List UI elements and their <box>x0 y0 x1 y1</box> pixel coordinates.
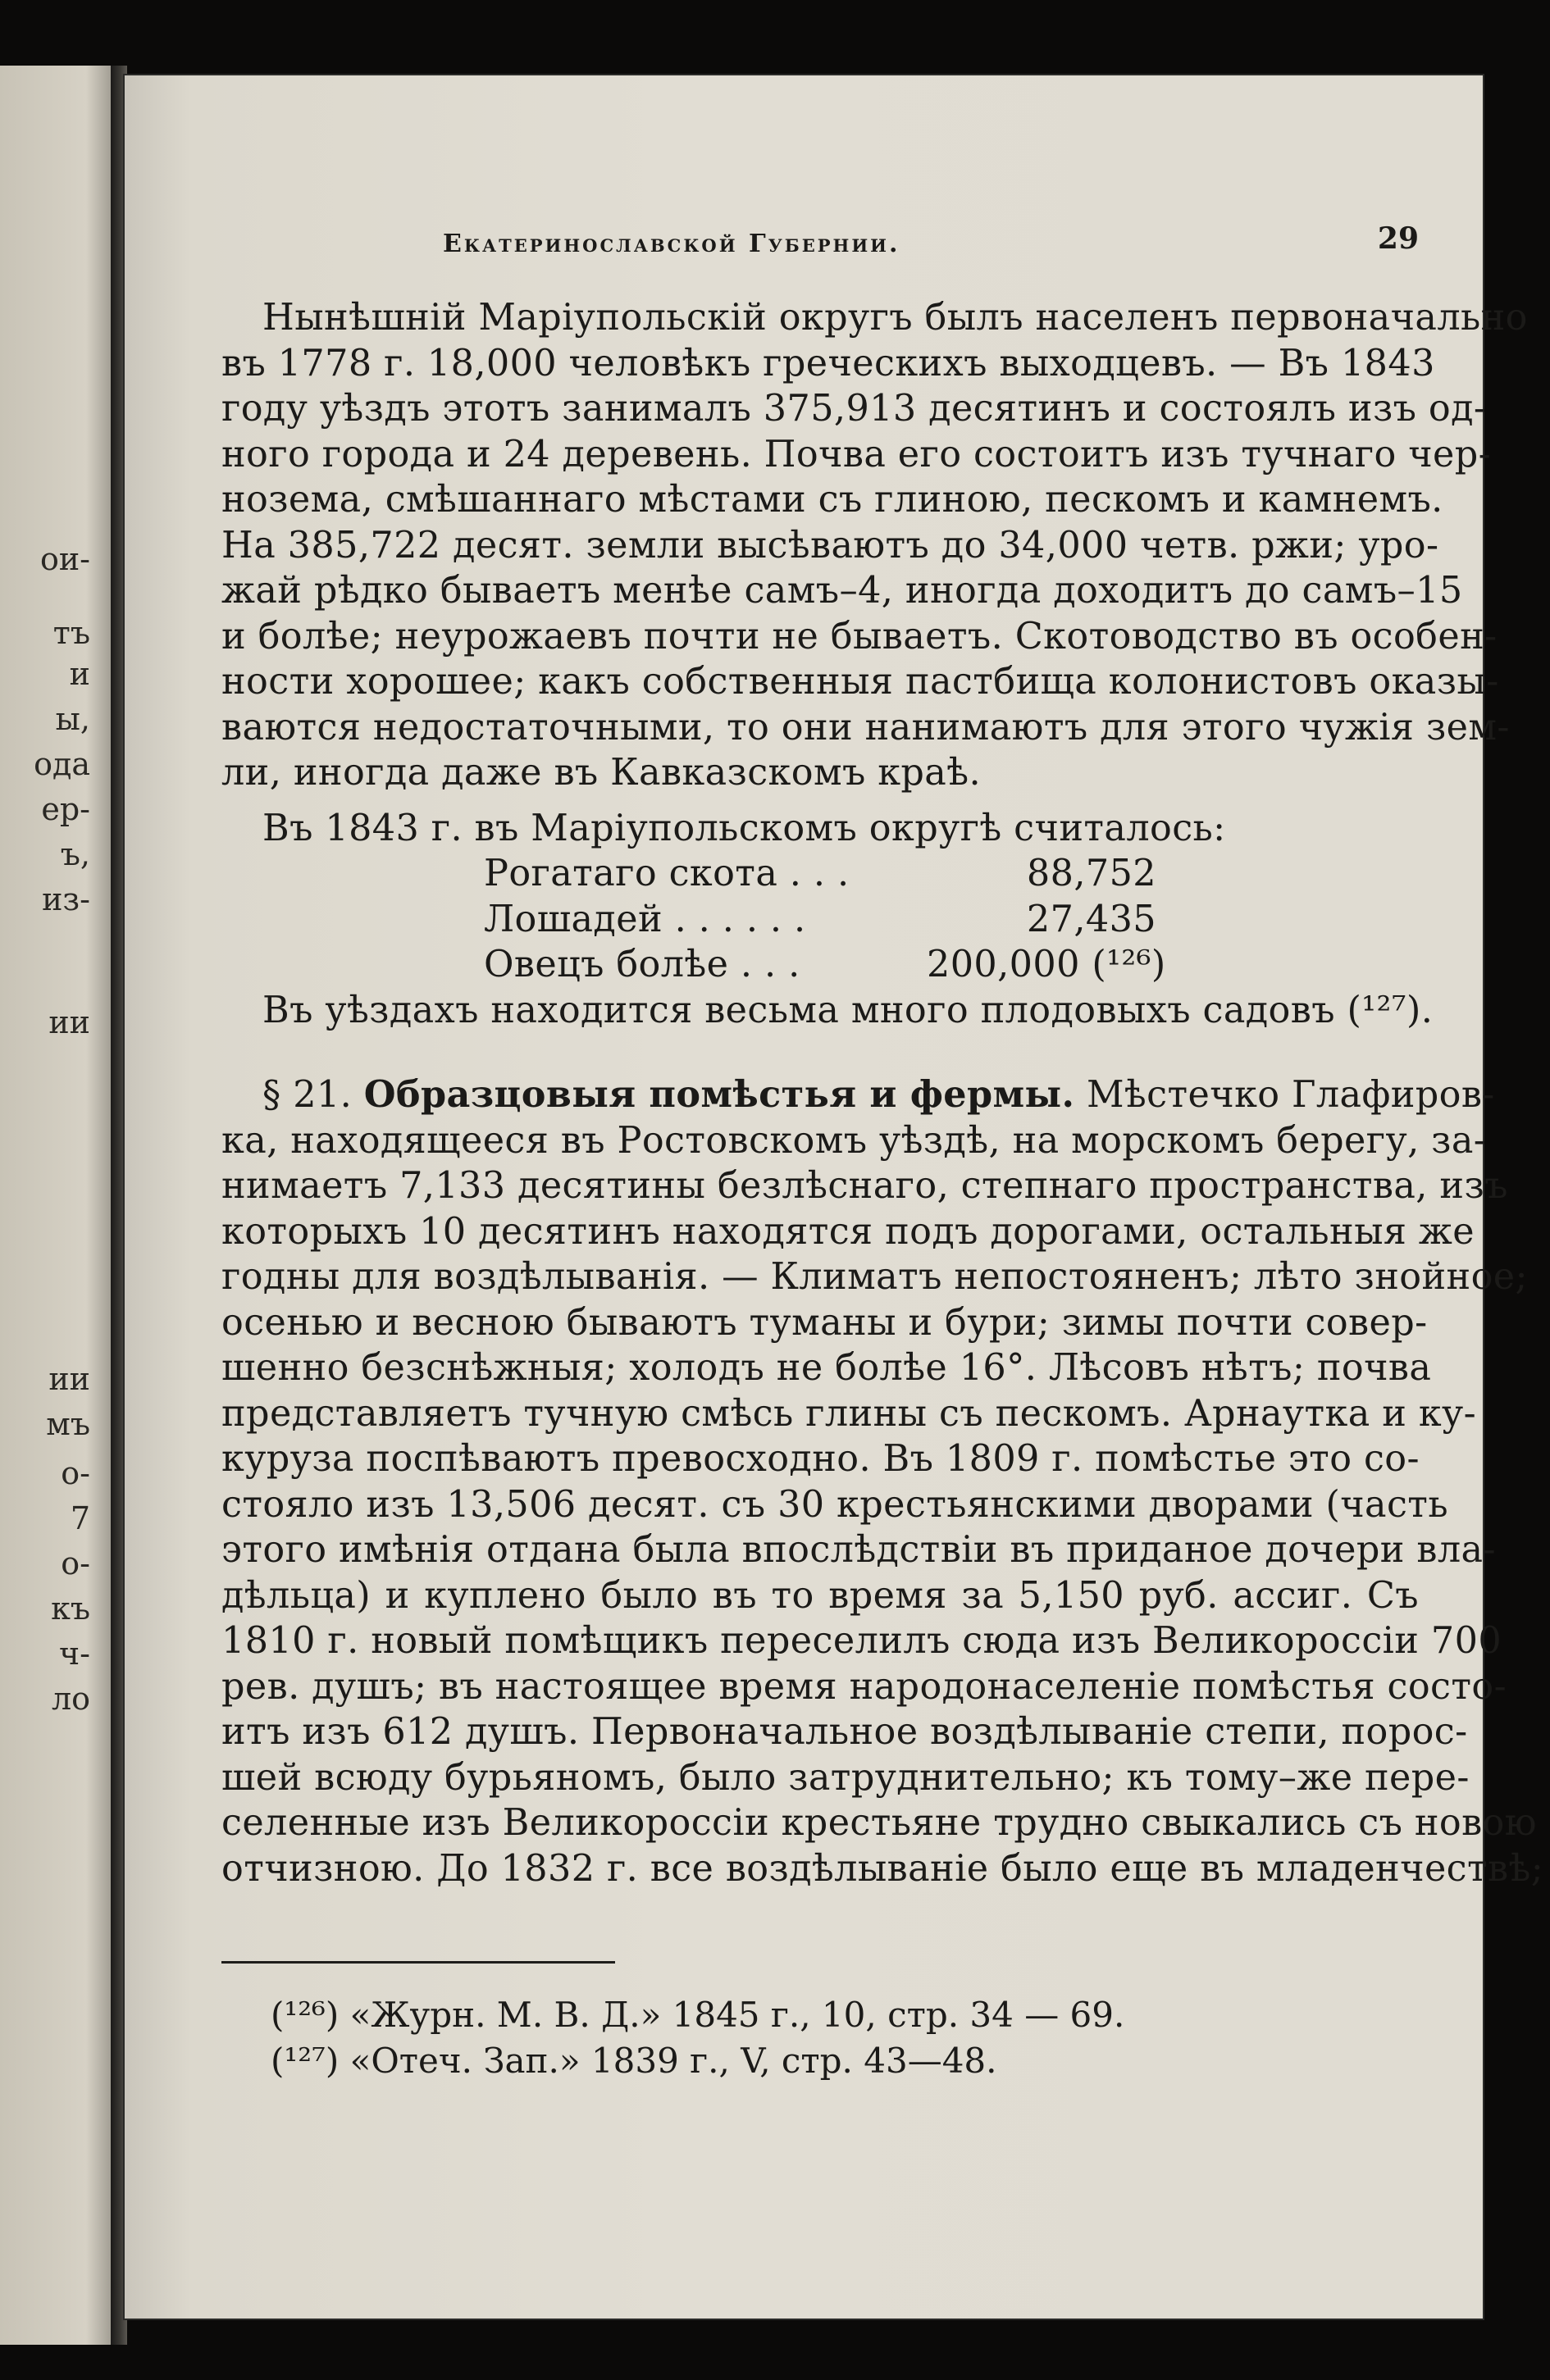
section-21 <box>221 1072 1544 1891</box>
text-line: ваются недостаточными, то они нанимаютъ для этого чужія зем- <box>221 706 1510 749</box>
text-line: итъ изъ 612 душъ. Первоначальное воздѣлываніе степи, порос- <box>221 1711 1468 1753</box>
section-heading-line <box>221 1072 1495 1118</box>
prev-page-fragment: ч- <box>59 1636 90 1672</box>
prev-page-fragment: о- <box>61 1545 90 1581</box>
prev-page-fragment: и <box>69 656 90 692</box>
prev-page-fragment: ии <box>48 1004 90 1040</box>
text-line: шенно безснѣжныя; холодъ не болѣе 16°. Лѣсовъ нѣтъ; почва <box>221 1347 1432 1389</box>
text-line: шей всюду бурьяномъ, было затруднительно; къ тому–же пере- <box>221 1756 1470 1799</box>
stat-row <box>484 942 1166 988</box>
text-line: ка, находящееся въ Ростовскомъ уѣздѣ, на морскомъ берегу, за- <box>221 1119 1487 1162</box>
prev-page-fragment: ои- <box>39 541 90 577</box>
prev-page-fragment: 7 <box>70 1500 90 1536</box>
text-line: отчизною. До 1832 г. все воздѣлываніе было еще въ младенчествѣ; <box>221 1847 1544 1890</box>
stat-row <box>484 897 1156 943</box>
footnote-127: (¹²⁷) «Отеч. Зап.» 1839 г., V, стр. 43—48. <box>271 2041 997 2081</box>
stat-row <box>484 851 1156 897</box>
text-line: стояло изъ 13,506 десят. съ 30 крестьянскими дворами (часть <box>221 1483 1448 1526</box>
stat-label: Овецъ болѣе . . . <box>484 944 800 985</box>
running-head-title: Екатеринославской Губернии. <box>443 230 900 258</box>
text-line: Нынѣшній Маріупольскій округъ былъ населенъ первоначально <box>262 297 1528 339</box>
text-line: этого имѣнія отдана была впослѣдствіи въ приданое дочери вла- <box>221 1529 1496 1571</box>
stat-value: 200,000 (¹²⁶) <box>927 944 1166 985</box>
prev-page-fragment: из- <box>42 881 90 917</box>
prev-page-fragment: ии <box>48 1361 90 1397</box>
text-line: ности хорошее; какъ собственныя пастбища колонистовъ оказы- <box>221 661 1499 703</box>
prev-page-fragment: тъ <box>52 615 90 651</box>
stats-outro: Въ уѣздахъ находится весьма много плодовыхъ садовъ (¹²⁷). <box>262 989 1434 1031</box>
text-line: куруза поспѣваютъ превосходно. Въ 1809 г. помѣстье это со- <box>221 1438 1420 1480</box>
previous-page-edge <box>0 66 123 2345</box>
section-title: Образцовыя помѣстья и фермы. <box>363 1073 1075 1116</box>
prev-page-fragment: о- <box>61 1455 90 1491</box>
text-line: году уѣздъ этотъ занималъ 375,913 десятинъ и состоялъ изъ од- <box>221 388 1487 430</box>
stat-value: 88,752 <box>1026 853 1156 894</box>
text-line: осенью и весною бываютъ туманы и бури; зимы почти совер- <box>221 1301 1428 1344</box>
text-line: годны для воздѣлыванія. — Климатъ непостояненъ; лѣто знойное; <box>221 1256 1528 1298</box>
text-line: рев. душъ; въ настоящее время народонаселеніе помѣстья состо- <box>221 1665 1507 1708</box>
stat-value: 27,435 <box>1026 898 1156 940</box>
stat-label: Лошадей . . . . . . <box>484 898 806 940</box>
text-line: которыхъ 10 десятинъ находятся подъ дорогами, остальныя же <box>221 1210 1475 1253</box>
stat-label: Рогатаго скота . . . <box>484 853 850 894</box>
text-line: жай рѣдко бываетъ менѣе самъ–4, иногда доходитъ до самъ–15 <box>221 570 1463 612</box>
livestock-stats <box>484 851 1166 988</box>
prev-page-fragment: ъ, <box>60 836 90 872</box>
text-line: 1810 г. новый помѣщикъ переселилъ сюда изъ Великороссіи 700 <box>221 1620 1502 1662</box>
prev-page-fragment: къ <box>51 1590 90 1627</box>
footnotes <box>271 1992 1124 2084</box>
book-page <box>123 74 1544 2320</box>
stats-intro: Въ 1843 г. въ Маріупольскомъ округѣ считалось: <box>262 807 1226 849</box>
section-first-line-rest: Мѣстечко Глафиров- <box>1086 1074 1495 1116</box>
text-line: представляетъ тучную смѣсь глины съ пескомъ. Арнаутка и ку- <box>221 1392 1477 1435</box>
footnote-rule <box>221 1961 615 1964</box>
text-line: нозема, смѣшаннаго мѣстами съ глиною, пескомъ и камнемъ. <box>221 479 1443 521</box>
text-line: въ 1778 г. 18,000 человѣкъ греческихъ выходцевъ. — Въ 1843 <box>221 342 1435 385</box>
text-line: и болѣе; неурожаевъ почти не бываетъ. Скотоводство въ особен- <box>221 615 1498 658</box>
page-body <box>221 295 1544 1891</box>
section-number: § 21. <box>262 1074 353 1116</box>
text-line: нимаетъ 7,133 десятины безлѣснаго, степнаго пространства, изъ <box>221 1165 1508 1207</box>
prev-page-fragment: ы, <box>55 701 90 737</box>
footnote-126: (¹²⁶) «Журн. М. В. Д.» 1845 г., 10, стр. 34 — 69. <box>271 1995 1125 2035</box>
prev-page-fragment: ер- <box>41 791 90 827</box>
page-number: 29 <box>1377 221 1419 256</box>
paragraph-mariupol <box>221 295 1528 796</box>
text-line: селенные изъ Великороссіи крестьяне трудно свыкались съ новою <box>221 1802 1537 1844</box>
text-line: ли, иногда даже въ Кавказскомъ краѣ. <box>221 752 982 794</box>
prev-page-fragment: мъ <box>46 1406 90 1442</box>
text-line: На 385,722 десят. земли высѣваютъ до 34,000 четв. ржи; уро- <box>221 524 1439 567</box>
text-line: ного города и 24 деревень. Почва его состоитъ изъ тучнаго чер- <box>221 433 1492 476</box>
running-head <box>221 221 1419 271</box>
prev-page-fragment: ода <box>34 746 90 782</box>
text-line: дѣльца) и куплено было въ то время за 5,150 руб. ассиг. Съ <box>221 1574 1419 1617</box>
prev-page-fragment: ло <box>51 1681 90 1717</box>
